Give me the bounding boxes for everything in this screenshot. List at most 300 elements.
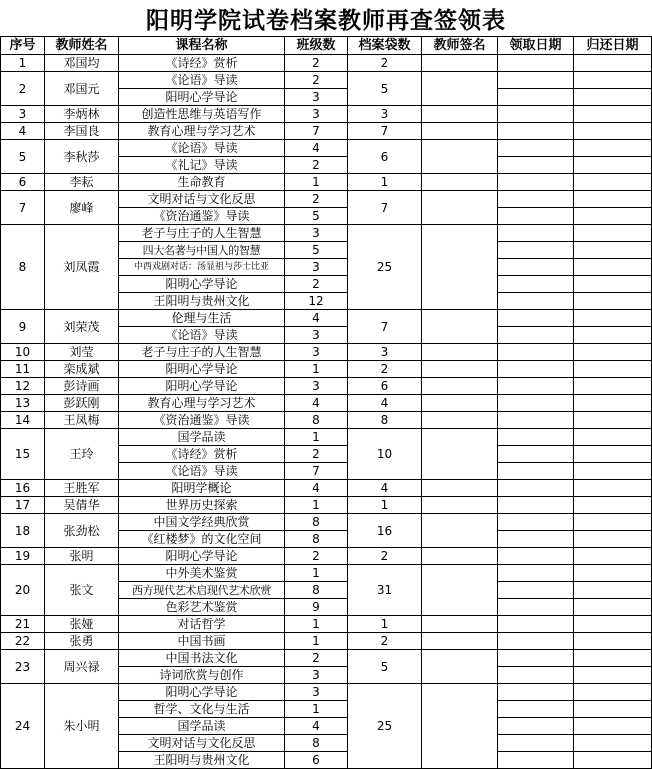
collect-date-cell [498,310,574,327]
return-date-cell [574,548,652,565]
row-number: 23 [1,650,45,684]
class-count: 9 [285,599,348,616]
course-name: 中国书法文化 [119,650,285,667]
teacher-name: 张娅 [45,616,119,633]
bag-count: 1 [348,497,422,514]
bag-count: 5 [348,72,422,106]
signature-cell [422,174,498,191]
signature-cell [422,565,498,616]
class-count: 4 [285,140,348,157]
class-count: 2 [285,72,348,89]
class-count: 8 [285,735,348,752]
teacher-name: 张劲松 [45,514,119,548]
teacher-name: 彭诗画 [45,378,119,395]
return-date-cell [574,497,652,514]
row-number: 3 [1,106,45,123]
course-name: 王阳明与贵州文化 [119,293,285,310]
course-name: 《礼记》导读 [119,157,285,174]
collect-date-cell [498,106,574,123]
table-row [1,548,652,565]
course-name: 《论语》导读 [119,72,285,89]
signature-cell [422,412,498,429]
table-row [1,310,652,327]
collect-date-cell [498,497,574,514]
class-count: 3 [285,225,348,242]
return-date-cell [574,735,652,752]
table-row [1,633,652,650]
table-row [1,55,652,72]
collect-date-cell [498,361,574,378]
collect-date-cell [498,684,574,701]
collect-date-cell [498,633,574,650]
table-row [1,191,652,208]
class-count: 2 [285,446,348,463]
teacher-name: 王胜军 [45,480,119,497]
teacher-name: 李秋莎 [45,140,119,174]
teacher-name: 吴倩华 [45,497,119,514]
collect-date-cell [498,208,574,225]
return-date-cell [574,395,652,412]
table-row [1,106,652,123]
return-date-cell [574,55,652,72]
course-name: 四大名著与中国人的智慧 [119,242,285,259]
return-date-cell [574,633,652,650]
course-name: 西方现代艺术启现代艺术欣赏 [119,582,285,599]
signature-cell [422,225,498,310]
row-number: 15 [1,429,45,480]
teacher-name: 朱小明 [45,684,119,769]
return-date-cell [574,225,652,242]
collect-date-cell [498,225,574,242]
collect-date-cell [498,157,574,174]
course-name: 对话哲学 [119,616,285,633]
class-count: 4 [285,480,348,497]
class-count: 2 [285,276,348,293]
collect-date-cell [498,480,574,497]
header-course-name: 课程名称 [119,37,285,55]
teacher-name: 李耘 [45,174,119,191]
header-teacher-name: 教师姓名 [45,37,119,55]
return-date-cell [574,718,652,735]
table-row [1,429,652,446]
collect-date-cell [498,531,574,548]
teacher-name: 栾成斌 [45,361,119,378]
course-name: 老子与庄子的人生智慧 [119,225,285,242]
bag-count: 4 [348,480,422,497]
course-name: 阳明心学导论 [119,89,285,106]
row-number: 20 [1,565,45,616]
bag-count: 1 [348,174,422,191]
bag-count: 25 [348,684,422,769]
teacher-name: 刘凤霞 [45,225,119,310]
return-date-cell [574,684,652,701]
return-date-cell [574,310,652,327]
row-number: 2 [1,72,45,106]
collect-date-cell [498,752,574,769]
bag-count: 7 [348,123,422,140]
class-count: 4 [285,395,348,412]
course-name: 文明对话与文化反思 [119,191,285,208]
return-date-cell [574,361,652,378]
collect-date-cell [498,89,574,106]
table-row [1,684,652,701]
row-number: 22 [1,633,45,650]
return-date-cell [574,89,652,106]
bag-count: 2 [348,55,422,72]
collect-date-cell [498,412,574,429]
return-date-cell [574,599,652,616]
return-date-cell [574,480,652,497]
class-count: 1 [285,616,348,633]
class-count: 8 [285,412,348,429]
return-date-cell [574,429,652,446]
header-bag-count: 档案袋数 [348,37,422,55]
table-row [1,497,652,514]
class-count: 3 [285,344,348,361]
collect-date-cell [498,463,574,480]
bag-count: 3 [348,344,422,361]
course-name: 教育心理与学习艺术 [119,123,285,140]
return-date-cell [574,650,652,667]
class-count: 6 [285,752,348,769]
return-date-cell [574,157,652,174]
row-number: 12 [1,378,45,395]
row-number: 24 [1,684,45,769]
row-number: 13 [1,395,45,412]
signature-cell [422,395,498,412]
return-date-cell [574,582,652,599]
return-date-cell [574,514,652,531]
class-count: 3 [285,684,348,701]
signature-cell [422,140,498,174]
return-date-cell [574,463,652,480]
collect-date-cell [498,565,574,582]
class-count: 4 [285,310,348,327]
table-row [1,616,652,633]
course-name: 生命教育 [119,174,285,191]
course-name: 老子与庄子的人生智慧 [119,344,285,361]
bag-count: 16 [348,514,422,548]
collect-date-cell [498,55,574,72]
class-count: 1 [285,429,348,446]
class-count: 7 [285,463,348,480]
bag-count: 2 [348,633,422,650]
table-row [1,123,652,140]
return-date-cell [574,667,652,684]
class-count: 1 [285,633,348,650]
collect-date-cell [498,378,574,395]
signature-cell [422,514,498,548]
bag-count: 3 [348,106,422,123]
signature-cell [422,616,498,633]
course-name: 文明对话与文化反思 [119,735,285,752]
course-name: 《诗经》赏析 [119,55,285,72]
course-name: 中外美术鉴赏 [119,565,285,582]
class-count: 5 [285,208,348,225]
teacher-name: 邓国元 [45,72,119,106]
teacher-name: 李国良 [45,123,119,140]
teacher-name: 彭跃刚 [45,395,119,412]
class-count: 4 [285,718,348,735]
return-date-cell [574,327,652,344]
return-date-cell [574,344,652,361]
row-number: 11 [1,361,45,378]
collect-date-cell [498,276,574,293]
course-name: 诗词欣赏与创作 [119,667,285,684]
table-body [1,55,652,769]
collect-date-cell [498,650,574,667]
header-return-date: 归还日期 [574,37,652,55]
return-date-cell [574,259,652,276]
row-number: 10 [1,344,45,361]
signature-cell [422,633,498,650]
return-date-cell [574,208,652,225]
signature-cell [422,548,498,565]
class-count: 2 [285,191,348,208]
return-date-cell [574,174,652,191]
table-row [1,650,652,667]
class-count: 8 [285,514,348,531]
collect-date-cell [498,701,574,718]
table-row [1,480,652,497]
course-name: 阳明心学导论 [119,361,285,378]
collect-date-cell [498,582,574,599]
collect-date-cell [498,599,574,616]
course-name: 教育心理与学习艺术 [119,395,285,412]
course-name: 中国文学经典欣赏 [119,514,285,531]
class-count: 1 [285,361,348,378]
course-name: 哲学、文化与生活 [119,701,285,718]
return-date-cell [574,565,652,582]
teacher-name: 刘莹 [45,344,119,361]
collect-date-cell [498,293,574,310]
teacher-name: 廖峰 [45,191,119,225]
table-row [1,225,652,242]
course-name: 王阳明与贵州文化 [119,752,285,769]
class-count: 3 [285,89,348,106]
class-count: 1 [285,497,348,514]
table-row [1,395,652,412]
class-count: 3 [285,106,348,123]
row-number: 14 [1,412,45,429]
bag-count: 4 [348,395,422,412]
class-count: 2 [285,548,348,565]
collect-date-cell [498,718,574,735]
course-name: 阳明学概论 [119,480,285,497]
signature-cell [422,684,498,769]
return-date-cell [574,191,652,208]
header-collect-date: 领取日期 [498,37,574,55]
row-number: 7 [1,191,45,225]
course-name: 《资治通鉴》导读 [119,412,285,429]
course-name: 《论语》导读 [119,140,285,157]
signature-cell [422,361,498,378]
row-number: 16 [1,480,45,497]
return-date-cell [574,293,652,310]
course-name: 中西戏剧对话：汤显祖与莎士比亚 [119,259,285,276]
teacher-name: 张明 [45,548,119,565]
row-number: 17 [1,497,45,514]
table-row [1,174,652,191]
teacher-name: 张勇 [45,633,119,650]
class-count: 1 [285,701,348,718]
class-count: 1 [285,565,348,582]
return-date-cell [574,412,652,429]
class-count: 7 [285,123,348,140]
return-date-cell [574,242,652,259]
bag-count: 31 [348,565,422,616]
bag-count: 2 [348,361,422,378]
course-name: 《诗经》赏析 [119,446,285,463]
header-teacher-signature: 教师签名 [422,37,498,55]
signature-cell [422,191,498,225]
return-date-cell [574,140,652,157]
class-count: 8 [285,531,348,548]
bag-count: 8 [348,412,422,429]
course-name: 阳明心学导论 [119,276,285,293]
course-name: 《论语》导读 [119,463,285,480]
course-name: 阳明心学导论 [119,684,285,701]
return-date-cell [574,701,652,718]
signature-cell [422,480,498,497]
row-number: 8 [1,225,45,310]
bag-count: 1 [348,616,422,633]
collect-date-cell [498,395,574,412]
course-name: 世界历史探索 [119,497,285,514]
course-name: 色彩艺术鉴赏 [119,599,285,616]
class-count: 3 [285,327,348,344]
return-date-cell [574,531,652,548]
archive-table [0,36,652,769]
collect-date-cell [498,191,574,208]
collect-date-cell [498,429,574,446]
row-number: 21 [1,616,45,633]
course-name: 阳明心学导论 [119,378,285,395]
header-no: 序号 [1,37,45,55]
header-class-count: 班级数 [285,37,348,55]
row-number: 1 [1,55,45,72]
class-count: 3 [285,378,348,395]
bag-count: 2 [348,548,422,565]
table-row [1,514,652,531]
class-count: 12 [285,293,348,310]
collect-date-cell [498,735,574,752]
bag-count: 6 [348,378,422,395]
collect-date-cell [498,514,574,531]
table-row [1,72,652,89]
row-number: 18 [1,514,45,548]
signature-cell [422,650,498,684]
class-count: 8 [285,582,348,599]
course-name: 《资治通鉴》导读 [119,208,285,225]
table-row [1,412,652,429]
signature-cell [422,310,498,344]
teacher-name: 王玲 [45,429,119,480]
teacher-name: 邓国均 [45,55,119,72]
course-name: 创造性思维与英语写作 [119,106,285,123]
signature-cell [422,344,498,361]
bag-count: 5 [348,650,422,684]
collect-date-cell [498,616,574,633]
row-number: 9 [1,310,45,344]
return-date-cell [574,106,652,123]
table-row [1,565,652,582]
bag-count: 7 [348,310,422,344]
return-date-cell [574,276,652,293]
return-date-cell [574,123,652,140]
class-count: 3 [285,667,348,684]
signature-cell [422,378,498,395]
collect-date-cell [498,72,574,89]
signature-cell [422,497,498,514]
collect-date-cell [498,123,574,140]
table-row [1,140,652,157]
signature-cell [422,429,498,480]
collect-date-cell [498,242,574,259]
course-name: 阳明心学导论 [119,548,285,565]
header-row [1,37,652,55]
collect-date-cell [498,259,574,276]
return-date-cell [574,446,652,463]
collect-date-cell [498,327,574,344]
page-title: 阳明学院试卷档案教师再查签领表 [146,6,506,34]
bag-count: 10 [348,429,422,480]
class-count: 2 [285,650,348,667]
course-name: 国学品读 [119,718,285,735]
teacher-name: 周兴禄 [45,650,119,684]
bag-count: 6 [348,140,422,174]
signature-cell [422,106,498,123]
collect-date-cell [498,174,574,191]
table-row [1,378,652,395]
table-row [1,361,652,378]
teacher-name: 张文 [45,565,119,616]
signature-cell [422,55,498,72]
return-date-cell [574,72,652,89]
bag-count: 25 [348,225,422,310]
collect-date-cell [498,667,574,684]
course-name: 《论语》导读 [119,327,285,344]
teacher-name: 王凤梅 [45,412,119,429]
row-number: 4 [1,123,45,140]
signature-cell [422,123,498,140]
teacher-name: 李炳林 [45,106,119,123]
return-date-cell [574,616,652,633]
collect-date-cell [498,344,574,361]
course-name: 伦理与生活 [119,310,285,327]
teacher-name: 刘荣茂 [45,310,119,344]
row-number: 6 [1,174,45,191]
row-number: 5 [1,140,45,174]
row-number: 19 [1,548,45,565]
table-row [1,344,652,361]
class-count: 1 [285,174,348,191]
return-date-cell [574,752,652,769]
collect-date-cell [498,140,574,157]
class-count: 3 [285,259,348,276]
class-count: 2 [285,55,348,72]
return-date-cell [574,378,652,395]
bag-count: 7 [348,191,422,225]
class-count: 5 [285,242,348,259]
course-name: 《红楼梦》的文化空间 [119,531,285,548]
signature-cell [422,72,498,106]
collect-date-cell [498,446,574,463]
class-count: 2 [285,157,348,174]
course-name: 中国书画 [119,633,285,650]
course-name: 国学品读 [119,429,285,446]
collect-date-cell [498,548,574,565]
